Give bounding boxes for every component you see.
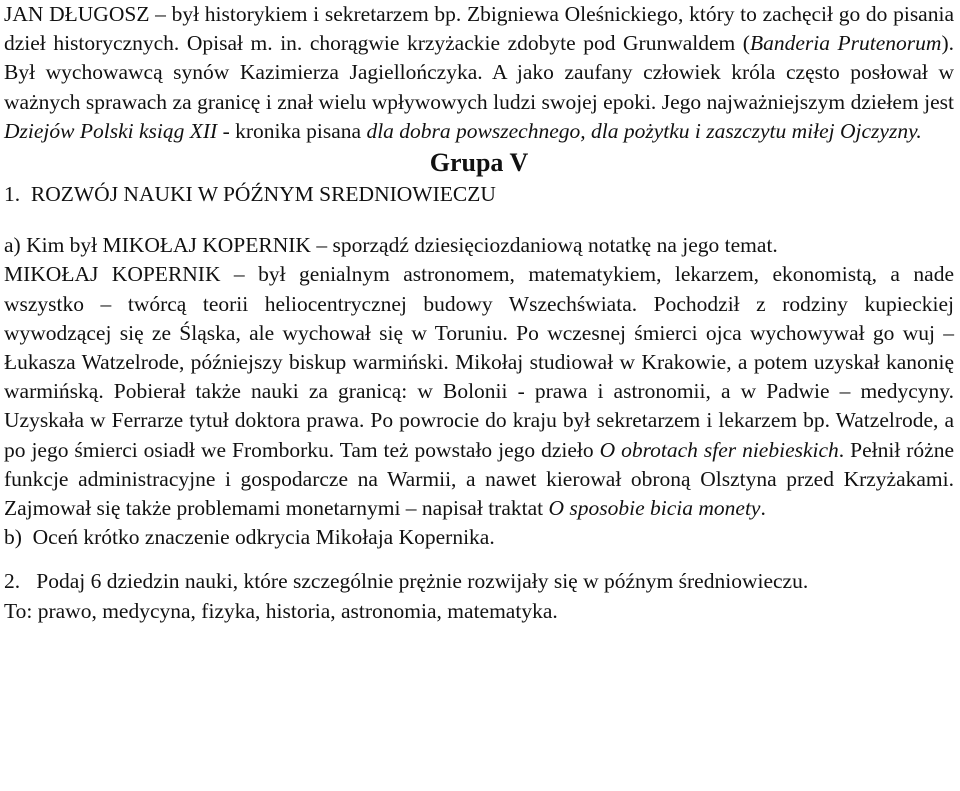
kopernik-text-1: MIKOŁAJ KOPERNIK – był genialnym astronomem, matematykiem, lekarzem, ekonomistą, a nade wszystko – twórcą teorii heliocentrycznej budowy Wszechświata. Pochodził z rodziny kupieckiej wywodzącej się ze Śląska, ale wychował się w Toruniu. Po wczesnej śmierci ojca wychowywał go wuj – Łukasza Watzelrode, późniejszy biskup warmiński. Mikołaj studiował w Krakowie, a potem uzyskał kanonię warmińską. Pobierał także nauki za granicą: w Bolonii - prawa i astronomii, a w Padwie – medycyny. Uzyskała w Ferrarze tytuł doktora prawa. Po powrocie do kraju był sekretarzem i lekarzem bp. Watzelrode, a po jego śmierci osiadł we Fromborku. Tam też powstało jego dzieło (4, 262, 954, 462)
dlugosz-paragraph (4, 0, 954, 146)
spacer (4, 209, 954, 231)
document-page (4, 0, 954, 626)
kopernik-text-3: . (760, 496, 766, 521)
section-number: 1. (4, 182, 21, 207)
task-2: 2. Podaj 6 dziedzin nauki, które szczególnie prężnie rozwijały się w późnym średniowieczu. (4, 569, 809, 594)
banderia-title: Banderia Prutenorum (749, 31, 942, 56)
dlugosz-text-3: - kronika pisana (217, 118, 367, 143)
task-b: b) Oceń krótko znaczenie odkrycia Mikołaja Kopernika. (4, 525, 495, 550)
dziejow-title: Dziejów Polski ksiąg XII (4, 118, 218, 143)
answer-2: To: prawo, medycyna, fizyka, historia, astronomia, matematyka. (4, 598, 558, 623)
section-title-text: ROZWÓJ NAUKI W PÓŹNYM SREDNIOWIECZU (30, 182, 496, 207)
dlugosz-text-1: JAN DŁUGOSZ – był historykiem i sekretarzem bp. Zbigniewa Oleśnickiego, który to zachęcił go do pisania dzieł historycznych. Opisał m. in. chorągwie krzyżackie zdobyte pod Grunwaldem ( (4, 2, 954, 56)
spacer (4, 552, 954, 567)
kopernik-text-2: . Pełnił różne funkcje administracyjne i gospodarcze na Warmii, a nawet kierował obroną Olsztyna przed Krzyżakami. Zajmował się także problemami monetarnymi – napisał traktat (4, 437, 954, 521)
kopernik-paragraph (4, 260, 954, 523)
sposobie-title: O sposobie bicia monety (548, 496, 761, 521)
obrotach-title: O obrotach sfer niebieskich (599, 437, 839, 462)
dlugosz-text-2: ). Był wychowawcą synów Kazimierza Jagiellończyka. A jako zaufany człowiek króla często posłował w ważnych sprawach za granicę i znał wielu wpływowych ludzi swojej epoki. Jego najważniejszym dziełem jest (4, 31, 954, 114)
section-title (4, 180, 954, 209)
group-heading: Grupa V (429, 148, 529, 178)
dlugosz-quote: dla dobra powszechnego, dla pożytku i zaszczytu miłej Ojczyzny. (366, 118, 922, 143)
task-a: a) Kim był MIKOŁAJ KOPERNIK – sporządź dziesięciozdaniową notatkę na jego temat. (4, 233, 778, 258)
